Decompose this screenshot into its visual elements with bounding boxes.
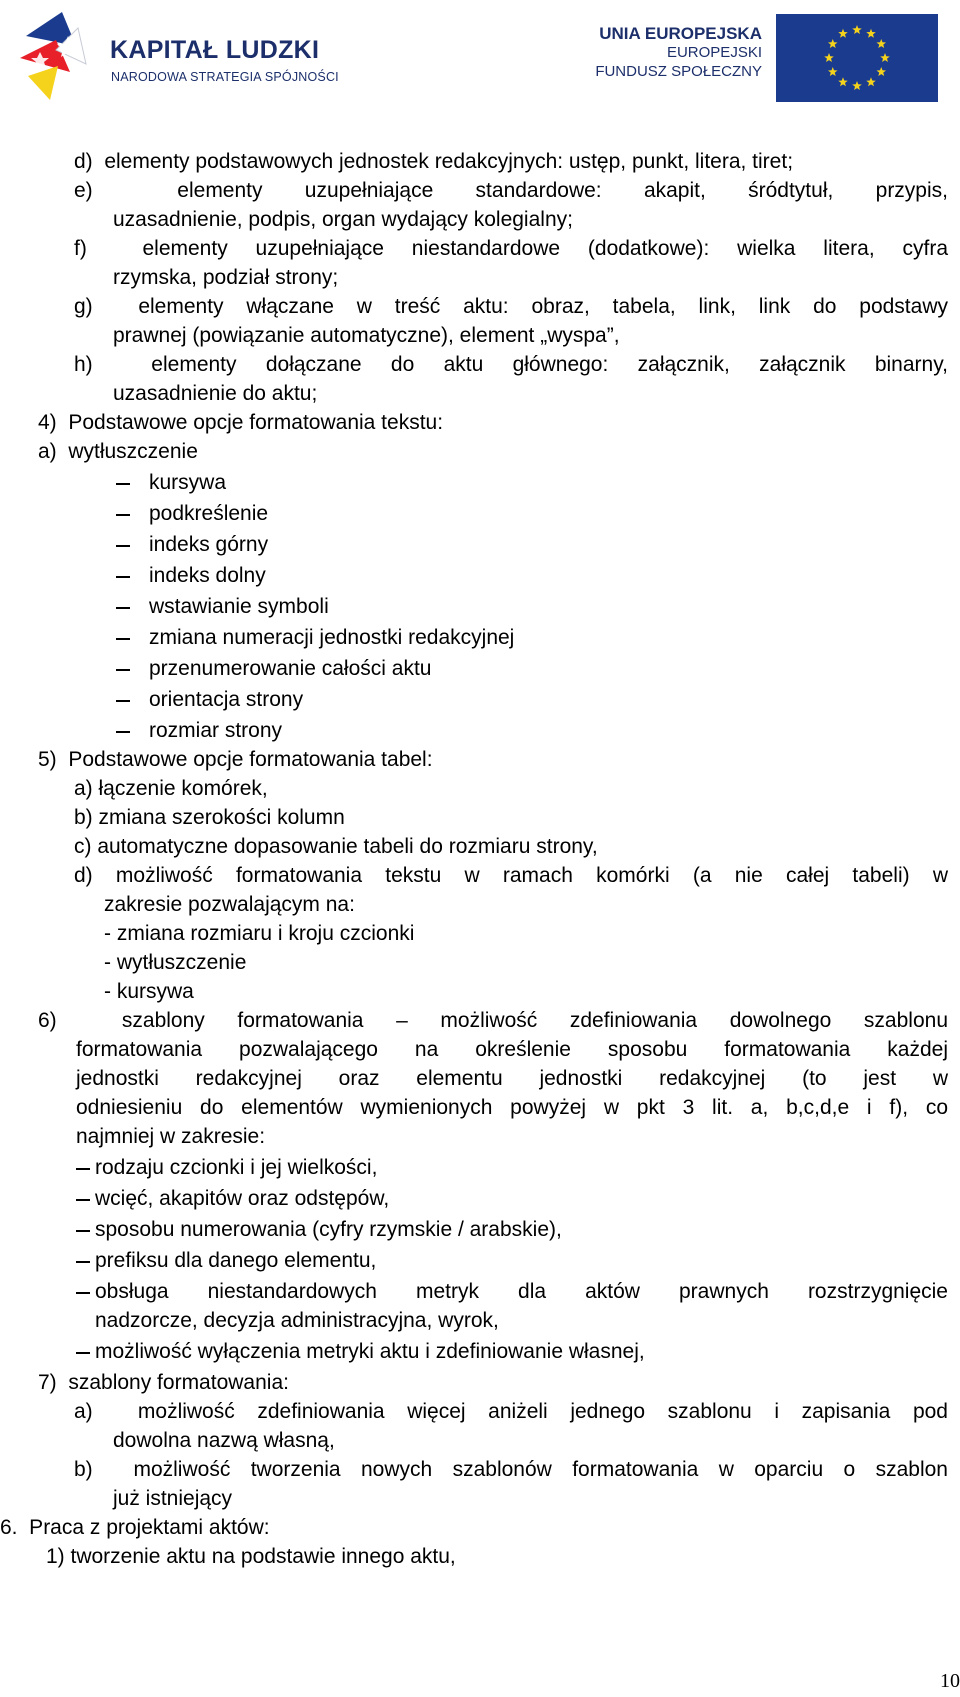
template-scope-indent: wcięć, akapitów oraz odstępów, <box>95 1187 390 1210</box>
dash-bullet-icon <box>116 700 130 702</box>
dash-bullet-icon <box>116 576 130 578</box>
dash-bullet-icon <box>116 545 130 547</box>
eu-line-3: FUNDUSZ SPOŁECZNY <box>595 63 762 80</box>
section-6-line-3: jednostki redakcyjnej oraz elementu jednostki redakcyjnej (to jest w <box>76 1067 948 1090</box>
table-option-c: c) automatyczne dopasowanie tabeli do rozmiaru strony, <box>74 835 598 858</box>
dash-bullet-icon <box>116 731 130 733</box>
template-scope-metrics-line-2: nadzorcze, decyzja administracyjna, wyrok, <box>95 1309 499 1332</box>
template-scope-metrics-line-1: obsługa niestandardowych metryk dla aktów prawnych rozstrzygnięcie <box>95 1280 948 1303</box>
table-option-d-line-2: zakresie pozwalającym na: <box>104 893 355 916</box>
table-option-b: b) zmiana szerokości kolumn <box>74 806 345 829</box>
dash-bullet-icon <box>116 607 130 609</box>
dash-bullet-icon <box>76 1352 90 1354</box>
chapter-6-heading: 6. Praca z projektami aktów: <box>0 1516 270 1539</box>
option-symbols: wstawianie symboli <box>149 595 329 618</box>
option-underline: podkreślenie <box>149 502 269 525</box>
eu-title: UNIA EUROPEJSKA <box>599 24 762 43</box>
dash-bullet-icon <box>76 1168 90 1170</box>
list-item-a-bold: a) wytłuszczenie <box>38 440 198 463</box>
table-suboption-font: - zmiana rozmiaru i kroju czcionki <box>104 922 415 945</box>
dash-bullet-icon <box>76 1230 90 1232</box>
table-suboption-italic: - kursywa <box>104 980 194 1003</box>
table-suboption-bold: - wytłuszczenie <box>104 951 247 974</box>
logo-subtitle: NARODOWA STRATEGIA SPÓJNOŚCI <box>111 70 339 84</box>
list-item-h-line-1: h) elementy dołączane do aktu głównego: załącznik, załącznik binarny, <box>74 353 948 376</box>
section-5-heading: 5) Podstawowe opcje formatowania tabel: <box>38 748 433 771</box>
dash-bullet-icon <box>116 514 130 516</box>
option-page-size: rozmiar strony <box>149 719 283 742</box>
section-7-heading: 7) szablony formatowania: <box>38 1371 289 1394</box>
section-6-line-2: formatowania pozwalającego na określenie sposobu formatowania każdej <box>76 1038 948 1061</box>
dash-bullet-icon <box>76 1292 90 1294</box>
page-number: 10 <box>940 1670 960 1692</box>
list-item-g-line-1: g) elementy włączane w treść aktu: obraz, tabela, link, link do podstawy <box>74 295 948 318</box>
list-item-h-line-2: uzasadnienie do aktu; <box>113 382 318 405</box>
template-scope-disable-metrics: możliwość wyłączenia metryki aktu i zdefiniowanie własnej, <box>95 1340 645 1363</box>
option-renumbering-act: przenumerowanie całości aktu <box>149 657 432 680</box>
list-item-f-line-1: f) elementy uzupełniające niestandardowe (dodatkowe): wielka litera, cyfra <box>74 237 948 260</box>
option-subscript: indeks dolny <box>149 564 266 587</box>
section-7-b-line-2: już istniejący <box>113 1487 233 1510</box>
option-orientation: orientacja strony <box>149 688 304 711</box>
logo-title: KAPITAŁ LUDZKI <box>110 36 320 64</box>
table-option-a: a) łączenie komórek, <box>74 777 268 800</box>
chapter-6-item-1: 1) tworzenie aktu na podstawie innego aktu, <box>46 1545 456 1568</box>
table-option-d-line-1: d) możliwość formatowania tekstu w ramach komórki (a nie całej tabeli) w <box>74 864 948 887</box>
section-7-b-line-1: b) możliwość tworzenia nowych szablonów formatowania w oparciu o szablon <box>74 1458 948 1481</box>
template-scope-numbering: sposobu numerowania (cyfry rzymskie / arabskie), <box>95 1218 562 1241</box>
section-6-line-4: odniesieniu do elementów wymienionych powyżej w pkt 3 lit. a, b,c,d,e i f), co <box>76 1096 948 1119</box>
list-item-d-structure: d) elementy podstawowych jednostek redakcyjnych: ustęp, punkt, litera, tiret; <box>74 150 794 173</box>
section-7-a-line-2: dowolna nazwą własną, <box>113 1429 335 1452</box>
list-item-f-line-2: rzymska, podział strony; <box>113 266 339 289</box>
template-scope-prefix: prefiksu dla danego elementu, <box>95 1249 377 1272</box>
option-italic: kursywa <box>149 471 227 494</box>
dash-bullet-icon <box>76 1199 90 1201</box>
eu-line-2: EUROPEJSKI <box>666 44 762 61</box>
list-item-e-line-2: uzasadnienie, podpis, organ wydający kolegialny; <box>113 208 573 231</box>
list-item-g-line-2: prawnej (powiązanie automatyczne), element „wyspa”, <box>113 324 620 347</box>
list-item-e-line-1: e) elementy uzupełniające standardowe: akapit, śródtytuł, przypis, <box>74 179 948 202</box>
section-6-line-5: najmniej w zakresie: <box>76 1125 266 1148</box>
dash-bullet-icon <box>76 1261 90 1263</box>
option-superscript: indeks górny <box>149 533 269 556</box>
option-renumbering-unit: zmiana numeracji jednostki redakcyjnej <box>149 626 515 649</box>
dash-bullet-icon <box>116 483 130 485</box>
section-4-heading: 4) Podstawowe opcje formatowania tekstu: <box>38 411 444 434</box>
dash-bullet-icon <box>116 638 130 640</box>
section-6-line-1: 6) szablony formatowania – możliwość zdefiniowania dowolnego szablonu <box>38 1009 948 1032</box>
dash-bullet-icon <box>116 669 130 671</box>
template-scope-font: rodzaju czcionki i jej wielkości, <box>95 1156 378 1179</box>
section-7-a-line-1: a) możliwość zdefiniowania więcej aniżeli jednego szablonu i zapisania pod <box>74 1400 948 1423</box>
